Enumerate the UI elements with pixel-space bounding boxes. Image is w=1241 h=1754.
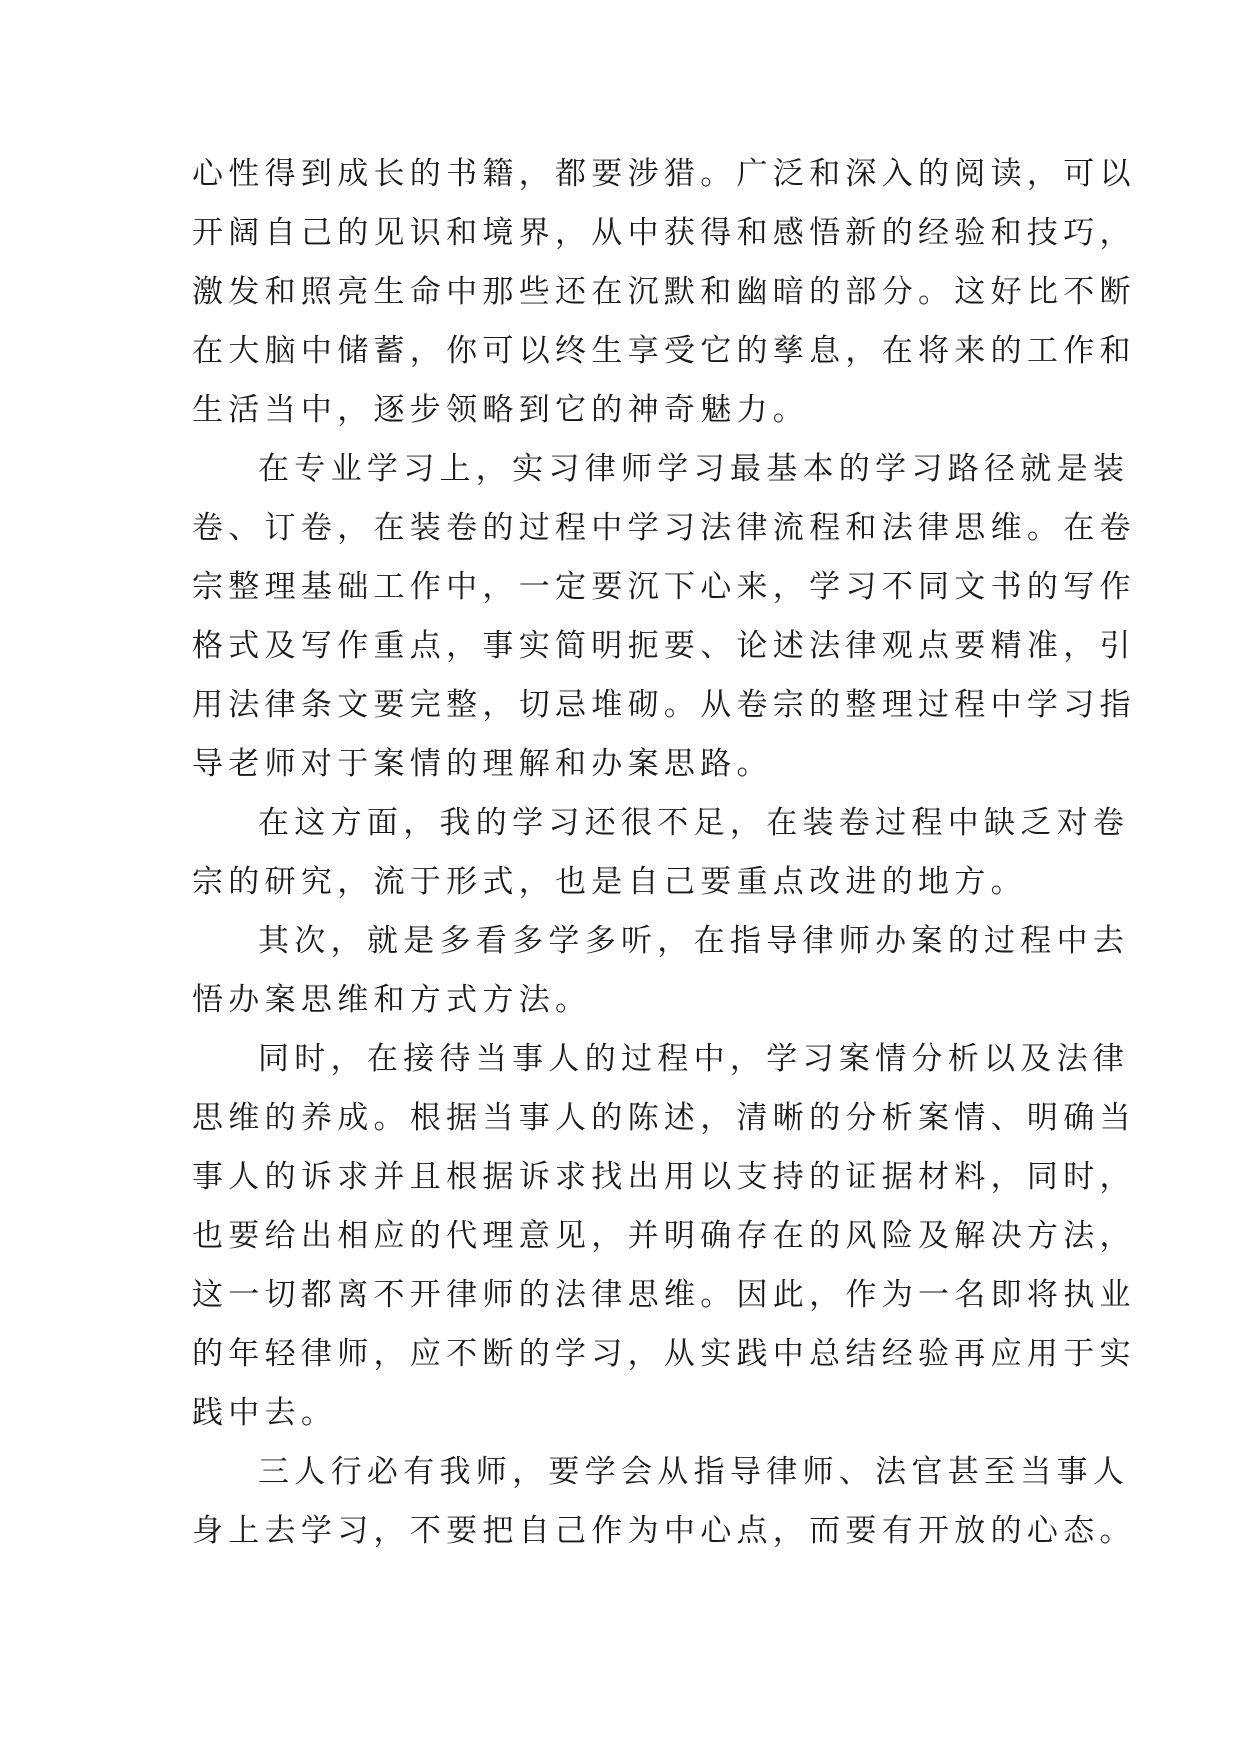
paragraph-first-line: 在专业学习上，实习律师学习最基本的学习路径就是装 [258,451,1130,487]
text-line: 生活当中，逐步领略到它的神奇魅力。 [192,392,810,428]
body-text [192,145,1136,1561]
text-line: 悟办案思维和方式方法。 [192,982,592,1018]
text-line: 事人的诉求并且根据诉求找出用以支持的证据材料，同时， [192,1159,1136,1195]
paragraph-first-line: 其次，就是多看多学多听，在指导律师办案的过程中去 [258,923,1130,959]
text-line: 开阔自己的见识和境界，从中获得和感悟新的经验和技巧， [192,215,1136,251]
text-line: 导老师对于案情的理解和办案思路。 [192,746,773,782]
text-line: 宗的研究，流于形式，也是自己要重点改进的地方。 [192,864,1027,900]
text-line: 宗整理基础工作中，一定要沉下心来，学习不同文书的写作 [192,569,1136,605]
text-line: 思维的养成。根据当事人的陈述，清晰的分析案情、明确当 [192,1100,1136,1136]
text-line: 在大脑中储蓄，你可以终生享受它的孳息，在将来的工作和 [192,333,1136,369]
paragraph-first-line: 在这方面，我的学习还很不足，在装卷过程中缺乏对卷 [258,805,1130,841]
text-line: 身上去学习，不要把自己作为中心点，而要有开放的心态。 [192,1513,1136,1549]
text-line: 用法律条文要完整，切忌堆砌。从卷宗的整理过程中学习指 [192,687,1136,723]
text-line: 卷、订卷，在装卷的过程中学习法律流程和法律思维。在卷 [192,510,1136,546]
text-line: 激发和照亮生命中那些还在沉默和幽暗的部分。这好比不断 [192,274,1136,310]
text-line: 践中去。 [192,1395,338,1431]
paragraph-first-line: 同时，在接待当事人的过程中，学习案情分析以及法律 [258,1041,1130,1077]
text-line: 也要给出相应的代理意见，并明确存在的风险及解决方法， [192,1218,1136,1254]
paragraph-first-line: 三人行必有我师，要学会从指导律师、法官甚至当事人 [258,1454,1130,1490]
text-line: 心性得到成长的书籍，都要涉猎。广泛和深入的阅读，可以 [192,156,1136,192]
text-line: 的年轻律师，应不断的学习，从实践中总结经验再应用于实 [192,1336,1136,1372]
text-line: 这一切都离不开律师的法律思维。因此，作为一名即将执业 [192,1277,1136,1313]
text-line: 格式及写作重点，事实简明扼要、论述法律观点要精准，引 [192,628,1136,664]
